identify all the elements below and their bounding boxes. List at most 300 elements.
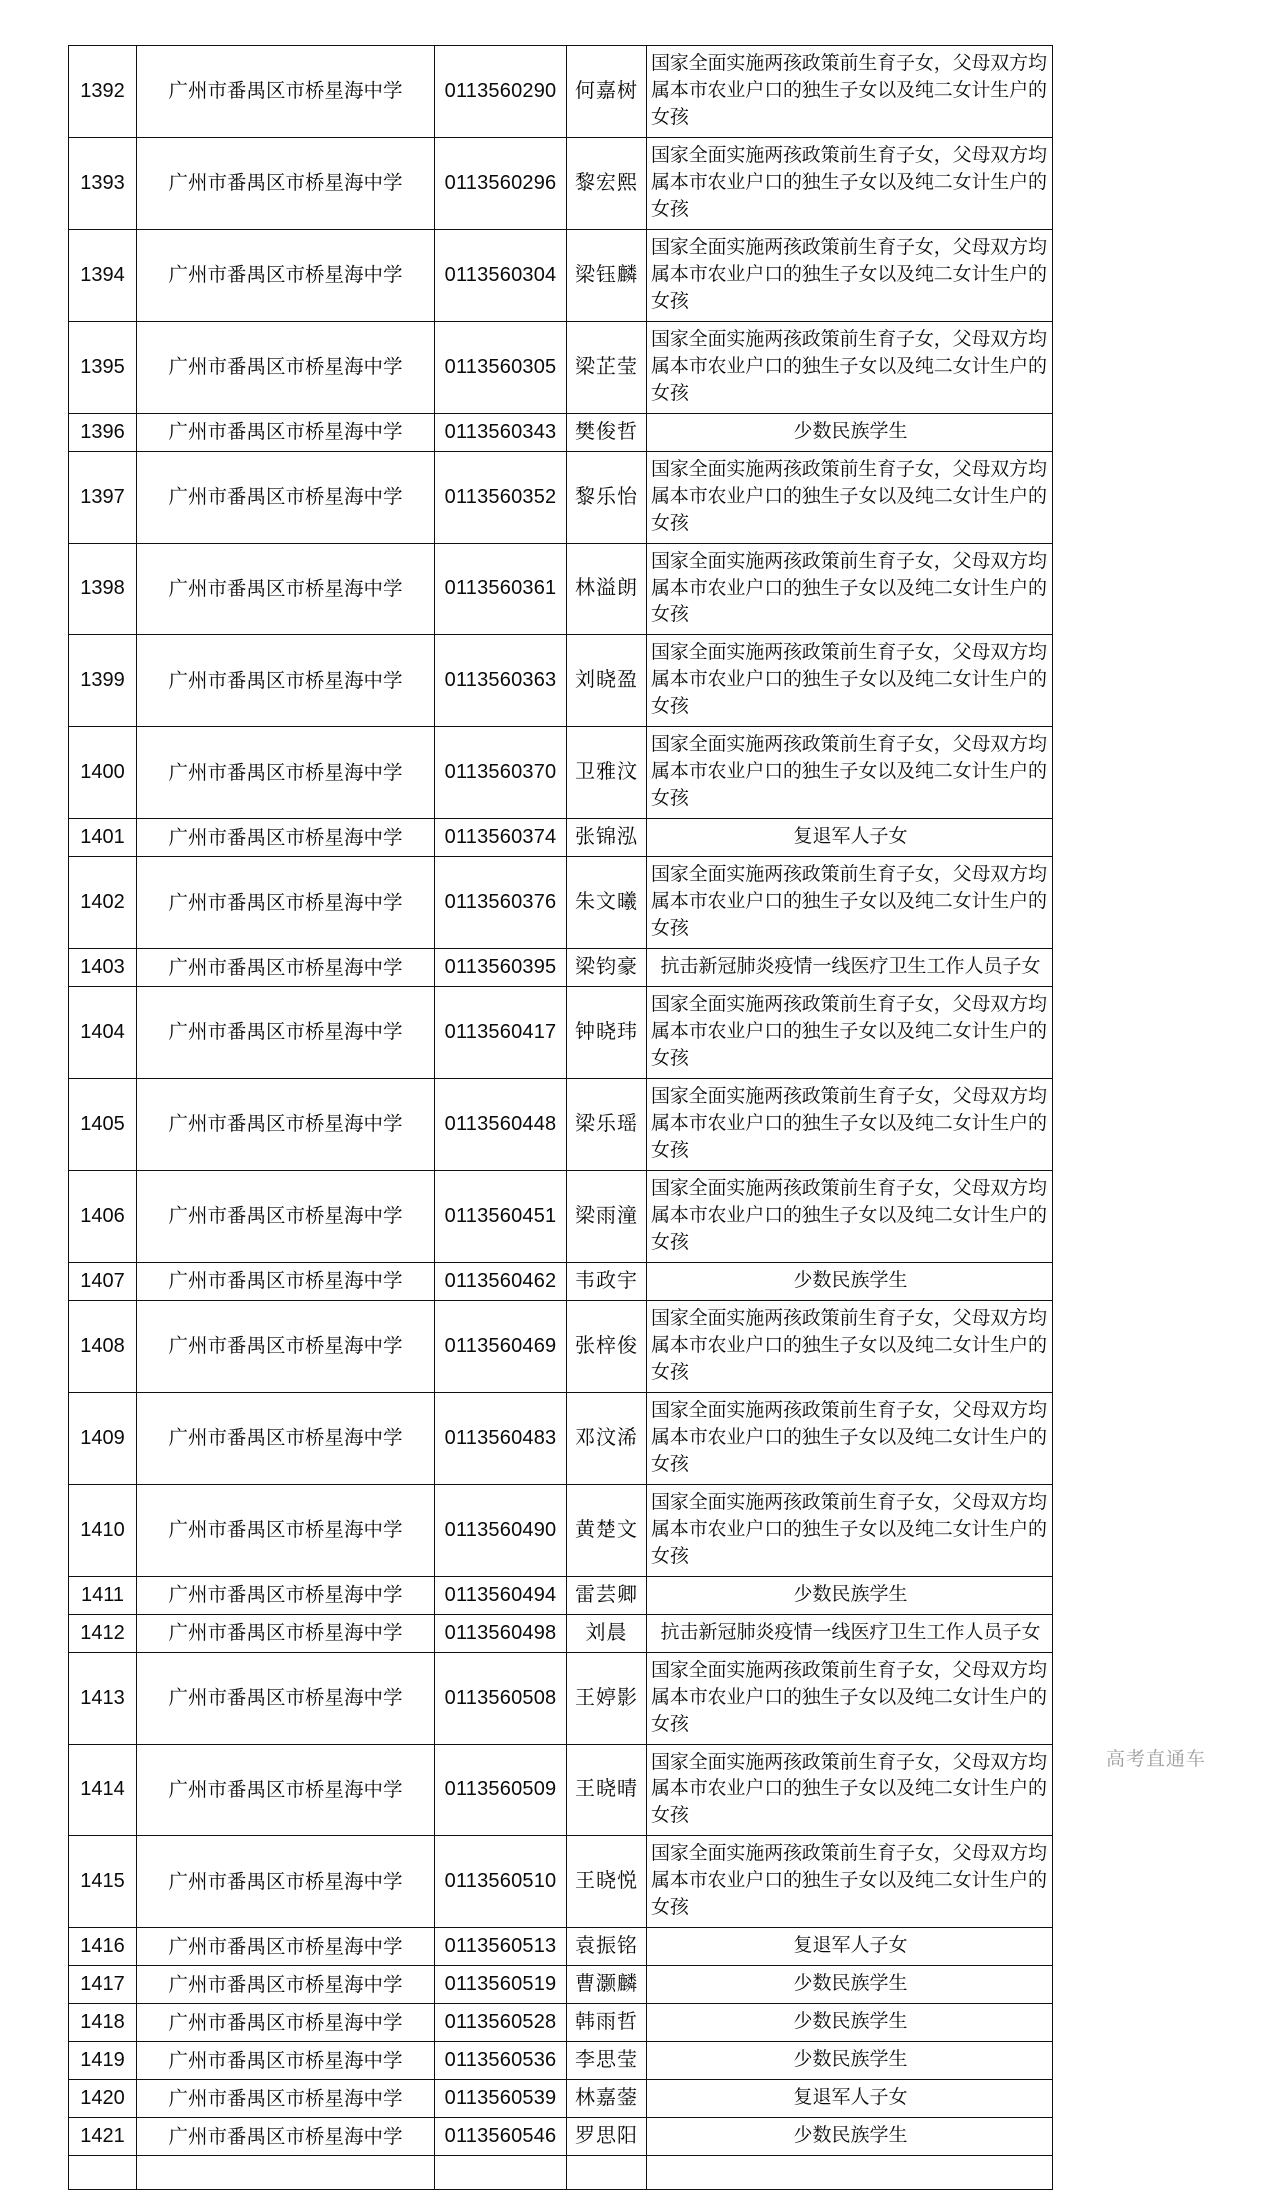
candidate-id-cell [435,2156,567,2190]
table-row [69,1928,1053,1966]
school-name-cell [137,1966,435,2004]
row-index-cell-text: 1419 [80,2049,125,2072]
row-index-cell [69,1484,137,1576]
table-row [69,635,1053,727]
school-name-cell-text: 广州市番禺区市桥星海中学 [168,577,403,600]
row-index-cell [69,1966,137,2004]
row-index-cell [69,451,137,543]
student-name-cell-text: 刘晨 [585,1621,628,1644]
school-name-cell-text: 广州市番禺区市桥星海中学 [168,1973,403,1996]
candidate-id-cell-text: 0113560494 [444,1583,557,1606]
row-index-cell-text: 1405 [80,1113,125,1136]
preferential-reason-cell [647,1928,1053,1966]
table-row [69,987,1053,1079]
table-row [69,2118,1053,2156]
row-index-cell-text: 1399 [80,669,125,692]
student-name-cell [567,1966,647,2004]
row-index-cell-text: 1413 [80,1686,125,1709]
school-name-cell-text: 广州市番禺区市桥星海中学 [168,1518,403,1541]
student-name-cell-text: 王晓悦 [575,1870,638,1893]
candidate-id-cell [435,857,567,949]
school-name-cell-text: 广州市番禺区市桥星海中学 [168,1686,403,1709]
candidate-id-cell-text: 0113560508 [444,1686,557,1709]
student-name-cell-text: 何嘉树 [575,79,638,102]
school-name-cell [137,2004,435,2042]
school-name-cell-text: 广州市番禺区市桥星海中学 [168,1870,403,1893]
school-name-cell-text: 广州市番禺区市桥星海中学 [168,1021,403,1044]
student-name-cell [567,413,647,451]
student-name-cell-text: 袁振铭 [575,1935,638,1958]
student-name-cell-text: 刘晓盈 [575,669,638,692]
school-name-cell [137,1652,435,1744]
table-row [69,1576,1053,1614]
preferential-reason-cell-text: 少数民族学生 [793,2125,908,2147]
preferential-reason-cell-text: 国家全面实施两孩政策前生育子女，父母双方均属本市农业户口的独生子女以及纯二女计生户的女孩 [651,734,1047,810]
preferential-reason-cell-text: 国家全面实施两孩政策前生育子女，父母双方均属本市农业户口的独生子女以及纯二女计生户的女孩 [651,550,1047,626]
school-name-cell [137,819,435,857]
preferential-reason-cell [647,727,1053,819]
preferential-reason-cell-text: 国家全面实施两孩政策前生育子女，父母双方均属本市农业户口的独生子女以及纯二女计生户的女孩 [651,1491,1047,1567]
row-index-cell [69,1652,137,1744]
school-name-cell [137,1836,435,1928]
school-name-cell-text: 广州市番禺区市桥星海中学 [168,1113,403,1136]
candidate-id-cell-text: 0113560417 [444,1021,557,1044]
student-name-cell [567,1576,647,1614]
preferential-reason-cell-text: 少数民族学生 [793,1269,908,1291]
roster-table-body [69,46,1053,2190]
school-name-cell [137,413,435,451]
preferential-reason-cell [647,2080,1053,2118]
row-index-cell [69,1614,137,1652]
row-index-cell-text: 1410 [80,1518,125,1541]
school-name-cell-text: 广州市番禺区市桥星海中学 [168,80,403,103]
row-index-cell-text: 1416 [80,1935,125,1958]
student-name-cell [567,727,647,819]
preferential-reason-cell [647,137,1053,229]
preferential-reason-cell-text: 抗击新冠肺炎疫情一线医疗卫生工作人员子女 [660,1621,1041,1643]
school-name-cell-text: 广州市番禺区市桥星海中学 [168,2087,403,2110]
student-name-cell [567,137,647,229]
preferential-reason-cell [647,1484,1053,1576]
school-name-cell-text: 广州市番禺区市桥星海中学 [168,264,403,287]
student-name-cell-text: 张锦泓 [575,826,638,849]
student-name-cell-text [567,2158,646,2188]
school-name-cell [137,857,435,949]
candidate-id-cell [435,1576,567,1614]
preferential-reason-cell-text: 国家全面实施两孩政策前生育子女，父母双方均属本市农业户口的独生子女以及纯二女计生户的女孩 [651,1086,1047,1161]
school-name-cell [137,1079,435,1171]
preferential-reason-cell [647,1836,1053,1928]
table-row [69,1652,1053,1744]
preferential-reason-cell-text: 国家全面实施两孩政策前生育子女，父母双方均属本市农业户口的独生子女以及纯二女计生户的女孩 [651,994,1047,1070]
row-index-cell [69,46,137,138]
candidate-id-cell-text: 0113560519 [444,1973,557,1996]
school-name-cell [137,321,435,413]
school-name-cell [137,1300,435,1392]
row-index-cell-text: 1412 [80,1621,125,1644]
preferential-reason-cell [647,2118,1053,2156]
preferential-reason-cell [647,1392,1053,1484]
candidate-id-cell-text: 0113560363 [444,669,557,692]
candidate-id-cell [435,1966,567,2004]
preferential-reason-cell [647,2004,1053,2042]
candidate-id-cell-text: 0113560490 [444,1518,557,1541]
candidate-id-cell-text [435,2158,566,2188]
candidate-id-cell-text: 0113560361 [444,577,557,600]
row-index-cell-text: 1408 [80,1334,125,1357]
student-name-cell-text: 钟晓玮 [575,1021,638,1044]
preferential-reason-cell [647,1300,1053,1392]
row-index-cell [69,137,137,229]
student-name-cell-text: 黄楚文 [575,1518,638,1541]
row-index-cell [69,2042,137,2080]
row-index-cell [69,1079,137,1171]
row-index-cell-text: 1420 [80,2087,125,2110]
candidate-id-cell [435,2004,567,2042]
candidate-id-cell-text: 0113560290 [444,79,557,102]
preferential-reason-cell-text: 复退军人子女 [793,826,908,848]
table-row [69,1836,1053,1928]
student-name-cell-text: 梁雨潼 [575,1204,638,1227]
row-index-cell-text: 1418 [80,2011,125,2034]
candidate-id-cell [435,137,567,229]
row-index-cell-text: 1421 [80,2125,125,2148]
preferential-reason-cell [647,2156,1053,2190]
preferential-reason-cell-text: 国家全面实施两孩政策前生育子女，父母双方均属本市农业户口的独生子女以及纯二女计生户的女孩 [651,1307,1047,1383]
candidate-id-cell [435,1392,567,1484]
table-row [69,1744,1053,1836]
table-row [69,1614,1053,1652]
school-name-cell-text: 广州市番禺区市桥星海中学 [168,2049,403,2072]
student-name-cell-text: 朱文曦 [575,891,638,914]
table-row [69,1300,1053,1392]
row-index-cell [69,1170,137,1262]
preferential-reason-cell [647,229,1053,321]
preferential-reason-cell [647,1744,1053,1836]
school-name-cell-text: 广州市番禺区市桥星海中学 [168,1427,403,1450]
school-name-cell [137,137,435,229]
candidate-id-cell-text: 0113560448 [444,1113,557,1136]
preferential-reason-cell [647,46,1053,138]
school-name-cell-text: 广州市番禺区市桥星海中学 [168,761,403,784]
table-row [69,543,1053,635]
student-name-cell-text: 卫雅汶 [575,761,638,784]
row-index-cell [69,635,137,727]
row-index-cell-text: 1415 [80,1870,125,1893]
row-index-cell [69,1262,137,1300]
row-index-cell-text: 1417 [80,1973,125,1996]
candidate-id-cell [435,1652,567,1744]
candidate-id-cell [435,727,567,819]
row-index-cell-text: 1411 [80,1583,124,1606]
table-row [69,321,1053,413]
candidate-id-cell-text: 0113560509 [444,1778,557,1801]
table-row [69,727,1053,819]
row-index-cell-text: 1407 [80,1269,125,1292]
candidate-id-cell [435,1928,567,1966]
school-name-cell-text: 广州市番禺区市桥星海中学 [168,1205,403,1228]
student-name-cell-text: 梁乐瑶 [575,1113,638,1136]
candidate-id-cell-text: 0113560343 [444,420,557,443]
row-index-cell-text: 1395 [80,355,125,378]
candidate-id-cell-text: 0113560510 [444,1870,557,1893]
student-name-cell [567,1300,647,1392]
preferential-reason-cell-text: 抗击新冠肺炎疫情一线医疗卫生工作人员子女 [660,956,1041,978]
candidate-id-cell [435,1079,567,1171]
row-index-cell [69,229,137,321]
school-name-cell [137,1392,435,1484]
row-index-cell [69,543,137,635]
candidate-id-cell [435,949,567,987]
school-name-cell-text [137,2158,434,2188]
student-name-cell [567,1614,647,1652]
preferential-reason-cell-text: 复退军人子女 [793,1935,908,1957]
preferential-reason-cell [647,1652,1053,1744]
table-row [69,2004,1053,2042]
student-name-cell [567,2156,647,2190]
school-name-cell-text: 广州市番禺区市桥星海中学 [168,485,403,508]
school-name-cell [137,1928,435,1966]
school-name-cell [137,229,435,321]
student-name-cell-text: 罗思阳 [575,2125,638,2148]
row-index-cell-text: 1397 [80,485,125,508]
table-row [69,1966,1053,2004]
row-index-cell [69,727,137,819]
candidate-id-cell-text: 0113560296 [444,171,557,194]
student-name-cell [567,1484,647,1576]
candidate-id-cell [435,1300,567,1392]
student-name-cell-text: 黎乐怡 [575,485,638,508]
preferential-reason-cell-text [647,2158,1052,2188]
student-name-cell [567,1170,647,1262]
candidate-id-cell [435,1170,567,1262]
student-name-cell [567,229,647,321]
row-index-cell [69,949,137,987]
preferential-reason-cell [647,2042,1053,2080]
row-index-cell [69,2080,137,2118]
school-name-cell-text: 广州市番禺区市桥星海中学 [168,956,403,979]
row-index-cell-text: 1396 [80,420,125,443]
row-index-cell-text: 1402 [80,891,125,914]
preferential-reason-cell-text: 少数民族学生 [793,1973,908,1995]
candidate-id-cell-text: 0113560305 [444,355,557,378]
row-index-cell-text: 1414 [80,1778,125,1801]
candidate-id-cell [435,413,567,451]
student-name-cell [567,543,647,635]
row-index-cell [69,1928,137,1966]
row-index-cell-text: 1400 [80,761,125,784]
row-index-cell [69,987,137,1079]
candidate-id-cell-text: 0113560498 [444,1621,557,1644]
student-name-cell [567,635,647,727]
school-name-cell-text: 广州市番禺区市桥星海中学 [168,356,403,379]
school-name-cell-text: 广州市番禺区市桥星海中学 [168,1583,403,1606]
preferential-reason-cell-text: 国家全面实施两孩政策前生育子女，父母双方均属本市农业户口的独生子女以及纯二女计生户的女孩 [651,642,1047,718]
candidate-id-cell-text: 0113560539 [444,2087,557,2110]
candidate-id-cell-text: 0113560304 [444,263,557,286]
student-name-cell [567,321,647,413]
candidate-id-cell [435,2080,567,2118]
row-index-cell [69,321,137,413]
preferential-reason-cell [647,1966,1053,2004]
school-name-cell [137,949,435,987]
table-row [69,229,1053,321]
student-name-cell-text: 梁钰麟 [575,263,638,286]
candidate-id-cell-text: 0113560462 [444,1269,557,1292]
candidate-id-cell [435,1484,567,1576]
student-name-cell [567,987,647,1079]
candidate-id-cell-text: 0113560370 [444,761,557,784]
row-index-cell-text: 1403 [80,956,125,979]
school-name-cell-text: 广州市番禺区市桥星海中学 [168,1270,403,1293]
school-name-cell [137,635,435,727]
student-name-cell [567,46,647,138]
preferential-reason-cell-text: 国家全面实施两孩政策前生育子女，父母双方均属本市农业户口的独生子女以及纯二女计生户的女孩 [651,864,1047,940]
row-index-cell [69,413,137,451]
roster-table [68,45,1053,2190]
student-name-cell-text: 邓汶浠 [575,1426,638,1449]
student-name-cell [567,2118,647,2156]
student-name-cell [567,949,647,987]
candidate-id-cell-text: 0113560352 [444,485,557,508]
student-name-cell-text: 张梓俊 [575,1334,638,1357]
student-name-cell [567,1079,647,1171]
student-name-cell [567,2042,647,2080]
student-name-cell-text: 樊俊哲 [575,420,638,443]
preferential-reason-cell [647,1170,1053,1262]
table-row [69,46,1053,138]
preferential-reason-cell [647,1576,1053,1614]
table-row [69,451,1053,543]
candidate-id-cell-text: 0113560374 [444,826,557,849]
row-index-cell [69,1300,137,1392]
student-name-cell [567,451,647,543]
candidate-id-cell-text: 0113560513 [444,1935,557,1958]
table-row [69,1484,1053,1576]
preferential-reason-cell [647,413,1053,451]
table-row [69,2156,1053,2190]
school-name-cell [137,46,435,138]
student-name-cell-text: 王婷影 [575,1686,638,1709]
student-name-cell-text: 李思莹 [575,2049,638,2072]
preferential-reason-cell [647,635,1053,727]
candidate-id-cell [435,819,567,857]
candidate-id-cell [435,451,567,543]
row-index-cell [69,1744,137,1836]
preferential-reason-cell [647,987,1053,1079]
student-name-cell [567,1744,647,1836]
preferential-reason-cell-text: 国家全面实施两孩政策前生育子女，父母双方均属本市农业户口的独生子女以及纯二女计生户的女孩 [651,53,1047,128]
preferential-reason-cell-text: 国家全面实施两孩政策前生育子女，父母双方均属本市农业户口的独生子女以及纯二女计生户的女孩 [651,458,1047,534]
preferential-reason-cell [647,543,1053,635]
school-name-cell [137,451,435,543]
preferential-reason-cell [647,819,1053,857]
preferential-reason-cell-text: 国家全面实施两孩政策前生育子女，父母双方均属本市农业户口的独生子女以及纯二女计生户的女孩 [651,144,1047,220]
student-name-cell [567,857,647,949]
school-name-cell [137,1576,435,1614]
preferential-reason-cell [647,1262,1053,1300]
candidate-id-cell-text: 0113560469 [444,1334,557,1357]
preferential-reason-cell-text: 国家全面实施两孩政策前生育子女，父母双方均属本市农业户口的独生子女以及纯二女计生户的女孩 [651,236,1047,312]
school-name-cell-text: 广州市番禺区市桥星海中学 [168,172,403,195]
row-index-cell-text: 1398 [80,577,125,600]
preferential-reason-cell-text: 国家全面实施两孩政策前生育子女，父母双方均属本市农业户口的独生子女以及纯二女计生户的女孩 [651,1177,1047,1253]
candidate-id-cell-text: 0113560395 [444,956,557,979]
row-index-cell [69,2156,137,2190]
row-index-cell-text: 1392 [80,79,125,102]
row-index-cell [69,2004,137,2042]
student-name-cell-text: 雷芸卿 [575,1583,638,1606]
candidate-id-cell [435,46,567,138]
row-index-cell-text: 1404 [80,1021,125,1044]
school-name-cell-text: 广州市番禺区市桥星海中学 [168,420,403,443]
candidate-id-cell [435,1836,567,1928]
student-name-cell-text: 林溢朗 [575,577,638,600]
student-name-cell-text: 林嘉蓥 [575,2087,638,2110]
preferential-reason-cell-text: 复退军人子女 [793,2087,908,2109]
preferential-reason-cell [647,1079,1053,1171]
table-row [69,2042,1053,2080]
row-index-cell [69,819,137,857]
student-name-cell-text: 黎宏熙 [575,171,638,194]
preferential-reason-cell-text: 国家全面实施两孩政策前生育子女，父母双方均属本市农业户口的独生子女以及纯二女计生户的女孩 [651,1399,1047,1475]
preferential-reason-cell-text: 国家全面实施两孩政策前生育子女，父母双方均属本市农业户口的独生子女以及纯二女计生户的女孩 [651,1843,1047,1919]
student-name-cell [567,2004,647,2042]
row-index-cell-text [69,2158,136,2188]
row-index-cell-text: 1409 [80,1426,125,1449]
student-name-cell-text: 韦政宇 [575,1269,638,1292]
student-name-cell [567,1928,647,1966]
row-index-cell [69,1576,137,1614]
school-name-cell [137,2118,435,2156]
watermark: 高考直通车 [1105,1749,1206,1770]
student-name-cell-text: 曹灏麟 [575,1973,638,1996]
school-name-cell [137,1484,435,1576]
row-index-cell-text: 1393 [80,171,125,194]
preferential-reason-cell [647,1614,1053,1652]
student-name-cell [567,1836,647,1928]
candidate-id-cell [435,2118,567,2156]
school-name-cell-text: 广州市番禺区市桥星海中学 [168,1778,403,1801]
school-name-cell-text: 广州市番禺区市桥星海中学 [168,1935,403,1958]
row-index-cell [69,2118,137,2156]
candidate-id-cell [435,1744,567,1836]
school-name-cell [137,1614,435,1652]
table-row [69,1392,1053,1484]
student-name-cell-text: 王晓晴 [575,1778,638,1801]
student-name-cell-text: 梁钧豪 [575,956,638,979]
school-name-cell-text: 广州市番禺区市桥星海中学 [168,2125,403,2148]
preferential-reason-cell-text: 少数民族学生 [793,1583,908,1605]
school-name-cell [137,543,435,635]
row-index-cell [69,1392,137,1484]
school-name-cell [137,2042,435,2080]
candidate-id-cell [435,987,567,1079]
table-row [69,857,1053,949]
school-name-cell [137,1262,435,1300]
student-name-cell-text: 梁芷莹 [575,355,638,378]
candidate-id-cell-text: 0113560376 [444,891,557,914]
table-row [69,2080,1053,2118]
candidate-id-cell [435,1262,567,1300]
preferential-reason-cell [647,949,1053,987]
student-name-cell [567,2080,647,2118]
row-index-cell-text: 1406 [80,1204,125,1227]
candidate-id-cell [435,543,567,635]
preferential-reason-cell-text: 少数民族学生 [793,2049,908,2071]
school-name-cell-text: 广州市番禺区市桥星海中学 [168,669,403,692]
candidate-id-cell-text: 0113560528 [444,2011,557,2034]
